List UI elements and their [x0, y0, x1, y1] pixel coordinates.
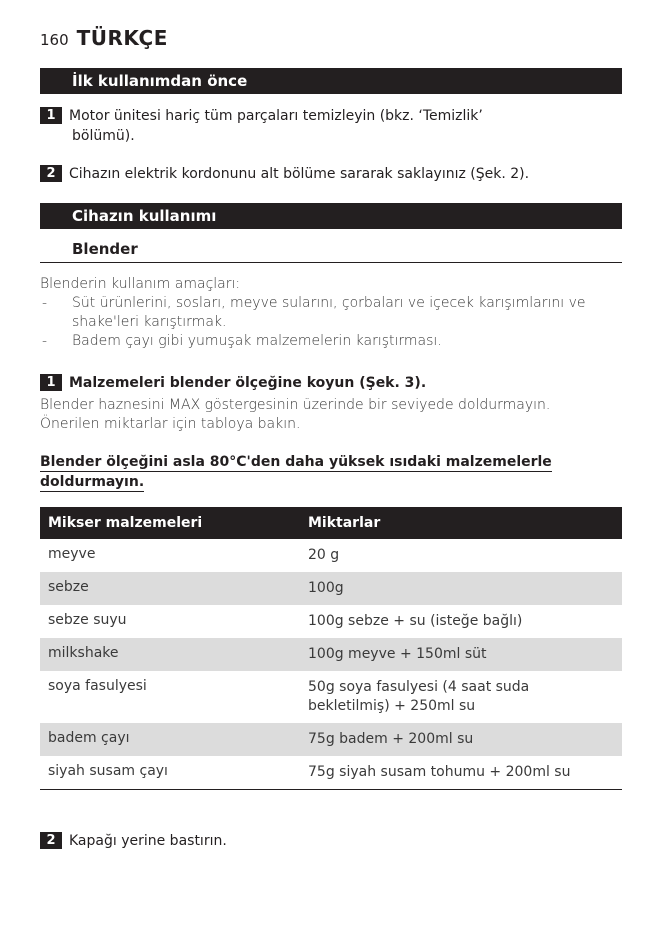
subsection-heading-blender: Blender: [40, 237, 622, 263]
step-text-continued: bölümü).: [72, 128, 135, 144]
table-row: sebze 100g: [40, 572, 622, 605]
bullet-text: Süt ürünlerini, sosları, meyve sularını, çorbaları ve içecek karışımlarını ve: [72, 295, 586, 311]
table-row: badem çayı 75g badem + 200ml su: [40, 723, 622, 756]
step-text: Cihazın elektrik kordonunu alt bölüme sararak saklayınız (Şek. 2).: [69, 166, 530, 182]
bullet-item: - Badem çayı gibi yumuşak malzemelerin karıştırması.: [40, 332, 630, 351]
step-number: 1: [40, 374, 62, 391]
column-header-ingredients: Mikser malzemeleri: [48, 515, 203, 531]
first-use-step-2: [40, 164, 630, 184]
temperature-warning: Blender ölçeğini asla 80°C'den daha yüksek ısıdaki malzemelerle doldurmayın.: [40, 454, 552, 490]
table-row: meyve 20 g: [48, 546, 340, 563]
bullet-text-continued: shake'leri karıştırmak.: [72, 314, 227, 330]
step-text: Kapağı yerine bastırın.: [69, 833, 227, 849]
blender-step-1: [40, 373, 630, 393]
step-number: 2: [40, 165, 62, 182]
column-header-amounts: Miktarlar: [308, 514, 381, 531]
quantities-table: [40, 507, 622, 790]
blender-step-2: [40, 831, 630, 851]
table-row: milkshake 100g meyve + 150ml süt: [40, 638, 622, 671]
blender-intro: [40, 275, 630, 351]
step-number: 1: [40, 107, 62, 124]
page-number: 160: [40, 31, 69, 49]
bullet-item: - Süt ürünlerini, sosları, meyve sularını, çorbaları ve içecek karışımlarını ve shake'leri karıştırmak.: [40, 294, 630, 332]
table-row: sebze suyu 100g sebze + su (isteğe bağlı): [48, 612, 523, 629]
intro-text: Blenderin kullanım amaçları:: [40, 276, 241, 292]
page-header: [40, 26, 168, 50]
first-use-step-1: [40, 106, 630, 146]
step-text: Malzemeleri blender ölçeğine koyun (Şek. 3).: [69, 375, 427, 391]
blender-step-1-details: Blender haznesini MAX göstergesinin üzerinde bir seviyede doldurmayın. Önerilen miktarlar için tabloya bakın.: [40, 397, 551, 432]
step-number: 2: [40, 832, 62, 849]
bullet-text: Badem çayı gibi yumuşak malzemelerin karıştırması.: [72, 333, 442, 349]
table-row: soya fasulyesi 50g soya fasulyesi (4 saat suda bekletilmiş) + 250ml su: [48, 678, 530, 714]
table-row: siyah susam çayı 75g siyah susam tohumu + 200ml su: [40, 756, 622, 790]
section-heading-first-use: İlk kullanımdan önce: [40, 68, 622, 94]
step-text: Motor ünitesi hariç tüm parçaları temizleyin (bkz. ‘Temizlik’: [69, 108, 483, 124]
section-heading-usage: Cihazın kullanımı: [40, 203, 622, 229]
table-header: [40, 507, 622, 539]
language-title: TÜRKÇE: [76, 26, 168, 50]
